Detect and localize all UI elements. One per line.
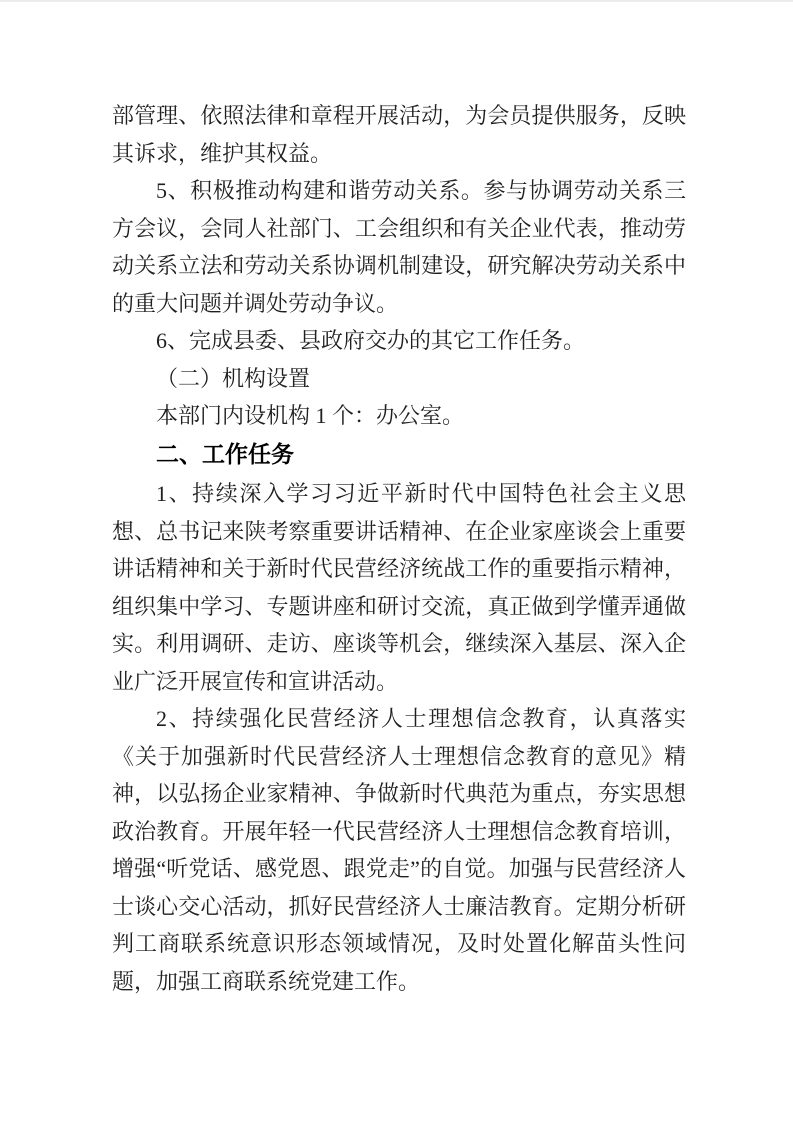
paragraph-task-1-study: 1、持续深入学习习近平新时代中国特色社会主义思想、总书记来陕考察重要讲话精神、在企业家座谈会上重要讲话精神和关于新时代民营经济统战工作的重要指示精神，组织集中学习、专题讲座和研讨交流，真正做到学懂弄通做实。利用调研、走访、座谈等机会，继续深入基层、深入企业广泛开展宣传和宣讲活动。 bbox=[112, 481, 686, 694]
paragraph-continuation-member-service: 部管理、依照法律和章程开展活动，为会员提供服务，反映其诉求，维护其权益。 bbox=[112, 103, 686, 166]
section-heading-work-tasks: 二、工作任务 bbox=[156, 440, 294, 467]
document-body bbox=[112, 97, 686, 1000]
page-top-edge bbox=[0, 0, 793, 2]
paragraph-item-5-labor-relations: 5、积极推动构建和谐劳动关系。参与协调劳动关系三方会议，会同人社部门、工会组织和有关企业代表，推动劳动关系立法和劳动关系协调机制建设，研究解决劳动关系中的重大问题并调处劳动争议。 bbox=[112, 178, 686, 316]
paragraph-subsection-org-setup-title: （二）机构设置 bbox=[156, 365, 311, 391]
paragraph-internal-org-count: 本部门内设机构 1 个：办公室。 bbox=[156, 403, 465, 428]
paragraph-task-2-ideal-belief-education: 2、持续强化民营经济人士理想信念教育，认真落实《关于加强新时代民营经济人士理想信念教育的意见》精神，以弘扬企业家精神、争做新时代典范为重点，夯实思想政治教育。开展年轻一代民营经济人士理想信念教育培训，增强“听党话、感党恩、跟党走”的自觉。加强与民营经济人士谈心交心活动，抓好民营经济人士廉洁教育。定期分析研判工商联系统意识形态领域情况，及时处置化解苗头性问题，加强工商联系统党建工作。 bbox=[112, 706, 686, 994]
paragraph-item-6-other-tasks: 6、完成县委、县政府交办的其它工作任务。 bbox=[156, 328, 586, 353]
